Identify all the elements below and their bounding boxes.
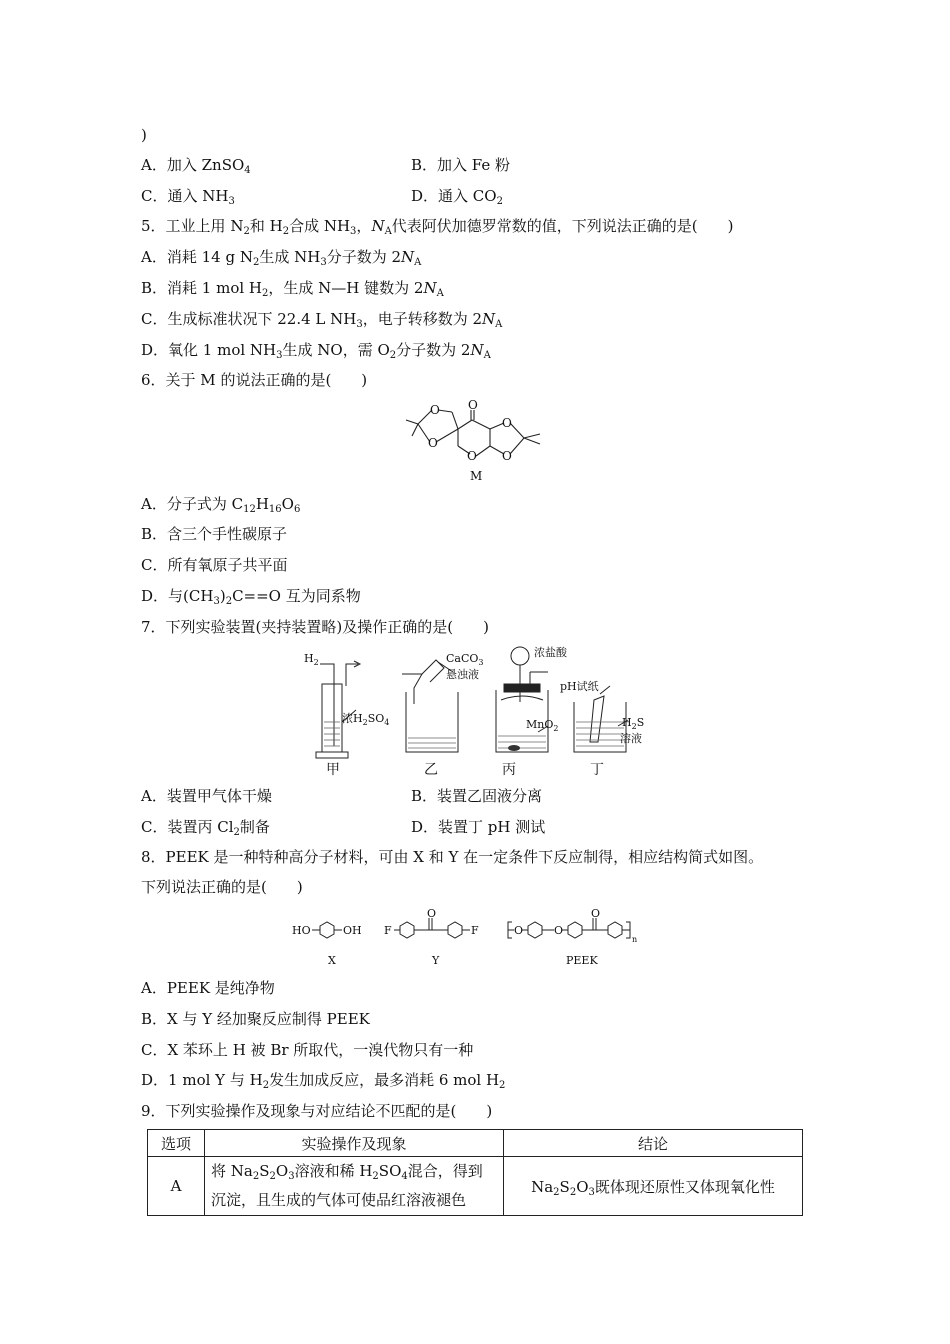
row-operation: [205, 1157, 504, 1216]
h2-label: $H_2$: [304, 652, 319, 667]
y-carbonyl-o: O: [427, 907, 437, 920]
atom-o: O: [468, 398, 478, 412]
q4-option-d: D．通入 $CO_2$: [411, 187, 503, 207]
label-x: X: [328, 954, 336, 967]
header-operation: 实验操作及现象: [205, 1130, 504, 1157]
q8-option-d: D．1 mol Y 与 $H_2$发生加成反应，最多消耗 6 mol $H_2$: [141, 1071, 506, 1091]
peek-repeat-n: n: [632, 935, 638, 944]
q4-option-a: A．加入 ZnSO$_4$: [141, 156, 251, 176]
atom-o: O: [430, 403, 440, 417]
label-y: Y: [432, 954, 440, 967]
q9-table: [147, 1129, 803, 1216]
q7-option-a: A．装置甲气体干燥: [141, 787, 272, 805]
label-peek: PEEK: [566, 954, 598, 967]
x-oh-group: OH: [343, 924, 362, 937]
apparatus-figure: [298, 642, 658, 776]
q8-option-b: B．X 与 Y 经加聚反应制得 PEEK: [141, 1010, 370, 1028]
molecule-m-figure: [400, 396, 550, 486]
q4-paren-tail: ): [141, 126, 147, 144]
q5-option-d: D．氧化 1 mol $NH_3$生成 NO，需 $O_2$分子数为 $2N_A$: [141, 341, 491, 361]
suspension-label: 悬浊液: [446, 668, 479, 681]
peek-structures-figure: [290, 906, 660, 970]
q9-stem: 9．下列实验操作及现象与对应结论不匹配的是( ): [141, 1102, 493, 1120]
q6-option-b: B．含三个手性碳原子: [141, 525, 288, 543]
table-header-row: [148, 1130, 803, 1157]
q6-option-d: D．与$(CH_3)_2C==O$ 互为同系物: [141, 587, 361, 607]
q5-option-a: A．消耗 14 g $N_2$生成 $NH_3$分子数为 $2N_A$: [141, 248, 422, 268]
peek-ether-o: O: [514, 924, 524, 937]
hcl-label: 浓盐酸: [534, 646, 567, 659]
peek-carbonyl-o: O: [591, 907, 601, 920]
acid-label: 浓$H_2SO_4$: [342, 712, 390, 727]
q7-option-b: B．装置乙固液分离: [411, 787, 543, 805]
caption-ding: 丁: [590, 762, 604, 778]
operation-line2: 沉淀，且生成的气体可使品红溶液褪色: [211, 1191, 467, 1209]
peek-ether-o: O: [554, 924, 564, 937]
q6-stem: 6．关于 M 的说法正确的是( ): [141, 371, 368, 389]
row-conclusion: $Na_2S_2O_3$既体现还原性又体现氧化性: [504, 1157, 803, 1216]
table-row: [148, 1157, 803, 1216]
ph-paper-label: pH试纸: [560, 680, 599, 693]
atom-o: O: [428, 436, 438, 450]
caco3-label: CaCO$_3$: [446, 652, 484, 667]
q5-stem: 5．工业上用 $N_2$和 $H_2$合成 $NH_3$，$N_A$代表阿伏加德罗常数的值，下列说法正确的是( ): [141, 217, 734, 237]
q6-option-a: A．分子式为 $C_{12}H_{16}O_6$: [141, 495, 301, 515]
mno2-label: MnO$_2$: [526, 718, 559, 733]
q7-option-d: D．装置丁 pH 测试: [411, 818, 546, 836]
x-ho-group: HO: [292, 924, 311, 937]
q5-option-b: B．消耗 1 mol $H_2$，生成 N—H 键数为 $2N_A$: [141, 279, 444, 299]
atom-o: O: [467, 449, 477, 463]
row-option: A: [148, 1157, 205, 1216]
caption-jia: 甲: [326, 762, 340, 778]
q7-option-c: C．装置丙 $Cl_2$制备: [141, 818, 270, 838]
q8-stem-line2: 下列说法正确的是( ): [141, 878, 303, 896]
operation-line1: 将 $Na_2S_2O_3$溶液和稀 $H_2SO_4$混合，得到: [211, 1162, 483, 1182]
h2s-label: $H_2S$: [622, 716, 645, 731]
q4-option-c: C．通入 $NH_3$: [141, 187, 235, 207]
header-conclusion: 结论: [504, 1130, 803, 1157]
q5-option-c: C．生成标准状况下 22.4 L $NH_3$，电子转移数为 $2N_A$: [141, 310, 503, 330]
atom-o: O: [502, 449, 512, 463]
q4-option-b: B．加入 Fe 粉: [411, 156, 511, 174]
solution-label: 溶液: [620, 732, 642, 745]
molecule-label: M: [470, 469, 483, 483]
q6-option-c: C．所有氧原子共平面: [141, 556, 288, 574]
y-fluorine-right: F: [471, 924, 479, 937]
q8-option-a: A．PEEK 是纯净物: [141, 979, 275, 997]
atom-o: O: [502, 416, 512, 430]
q7-stem: 7．下列实验装置(夹持装置略)及操作正确的是( ): [141, 618, 489, 636]
q8-stem-line1: 8．PEEK 是一种特种高分子材料，可由 X 和 Y 在一定条件下反应制得，相应结构简式如图。: [141, 848, 764, 866]
header-option: 选项: [148, 1130, 205, 1157]
q8-option-c: C．X 苯环上 H 被 Br 所取代，一溴代物只有一种: [141, 1041, 474, 1059]
caption-yi: 乙: [424, 762, 438, 778]
y-fluorine-left: F: [384, 924, 392, 937]
caption-bing: 丙: [502, 762, 516, 778]
